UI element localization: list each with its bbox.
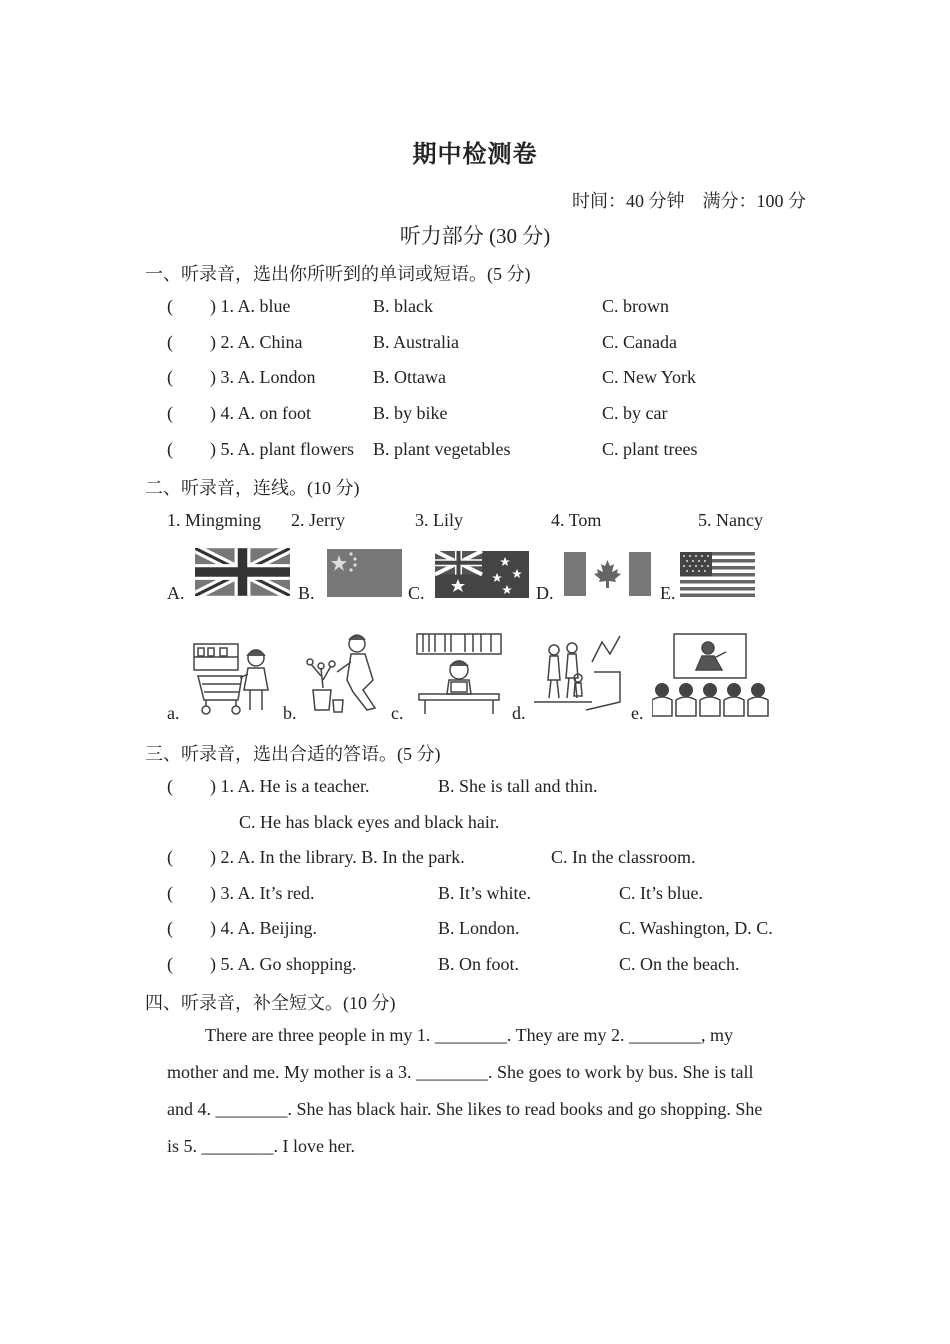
option-a: ) 2. A. In the library. B. In the park. [210,847,465,867]
name-4: 4. Tom [551,510,602,530]
section-4-heading: 四、听录音，补全短文。(10 分) [145,993,396,1013]
cinema-audience-icon [652,632,772,718]
option-c: C. Canada [602,332,677,352]
usa-flag-icon [680,552,755,597]
s3-q1-option-c: C. He has black eyes and black hair. [239,812,500,832]
answer-bracket: ( [167,296,173,316]
option-c: C. It’s blue. [619,883,703,903]
option-a: ) 3. A. London [210,367,316,387]
answer-bracket: ( [167,954,173,974]
family-walking-icon [532,632,622,714]
option-b: B. It’s white. [438,883,531,903]
option-c: C. by car [602,403,668,423]
option-c: C. brown [602,296,669,316]
option-a: ) 4. A. Beijing. [210,918,317,938]
passage-line-3: and 4. ________. She has black hair. She likes to read books and go shopping. She [167,1099,763,1119]
canada-flag-icon [564,552,651,596]
name-2: 2. Jerry [291,510,345,530]
pic-label-e: e. [631,703,644,723]
passage-line-2: mother and me. My mother is a 3. ________. She goes to work by bus. She is tall [167,1062,754,1082]
woman-planting-flowers-icon [303,630,383,718]
option-c: C. On the beach. [619,954,740,974]
answer-bracket: ( [167,367,173,387]
uk-flag-icon [195,548,290,596]
part-title: 听力部分 (30 分) [399,224,551,248]
answer-bracket: ( [167,403,173,423]
name-3: 3. Lily [415,510,463,530]
option-b: B. She is tall and thin. [438,776,598,796]
cloze-passage [167,1017,807,1165]
answer-bracket: ( [167,439,173,459]
flag-label-c: C. [408,583,425,603]
option-b: B. by bike [373,403,448,423]
option-b: B. black [373,296,433,316]
option-c: C. In the classroom. [551,847,696,867]
option-a: ) 3. A. It’s red. [210,883,315,903]
option-b: B. Australia [373,332,459,352]
option-a: ) 1. A. He is a teacher. [210,776,370,796]
time-info: 时间：40 分钟 满分：100 分 [572,191,806,211]
pic-label-b: b. [283,703,297,723]
option-a: ) 2. A. China [210,332,303,352]
option-a: ) 5. A. Go shopping. [210,954,357,974]
name-5: 5. Nancy [698,510,763,530]
answer-bracket: ( [167,883,173,903]
pic-label-c: c. [391,703,404,723]
answer-bracket: ( [167,918,173,938]
option-b: B. plant vegetables [373,439,511,459]
answer-bracket: ( [167,332,173,352]
flag-label-d: D. [536,583,554,603]
australia-flag-icon [435,551,529,598]
option-c: C. New York [602,367,697,387]
option-b: B. Ottawa [373,367,446,387]
pic-label-a: a. [167,703,180,723]
option-a: ) 4. A. on foot [210,403,311,423]
option-a: ) 5. A. plant flowers [210,439,354,459]
flag-label-e: E. [660,583,676,603]
section-2-heading: 二、听录音，连线。(10 分) [145,478,360,498]
name-1: 1. Mingming [167,510,262,530]
option-b: B. London. [438,918,520,938]
flag-label-b: B. [298,583,315,603]
option-b: B. On foot. [438,954,519,974]
option-c: C. Washington, D. C. [619,918,773,938]
pic-label-d: d. [512,703,526,723]
page-title: 期中检测卷 [412,142,538,168]
section-3-heading: 三、听录音，选出合适的答语。(5 分) [145,744,441,764]
passage-line-1: There are three people in my 1. ________. They are my 2. ________, my [205,1025,734,1045]
answer-bracket: ( [167,847,173,867]
flag-label-a: A. [167,583,185,603]
passage-line-4: is 5. ________. I love her. [167,1136,355,1156]
option-c: C. plant trees [602,439,698,459]
option-a: ) 1. A. blue [210,296,291,316]
answer-bracket: ( [167,776,173,796]
section-1-heading: 一、听录音，选出你所听到的单词或短语。(5 分) [145,264,531,284]
shopping-girl-icon [192,640,277,718]
boy-reading-icon [415,632,503,716]
china-flag-icon [327,549,402,597]
